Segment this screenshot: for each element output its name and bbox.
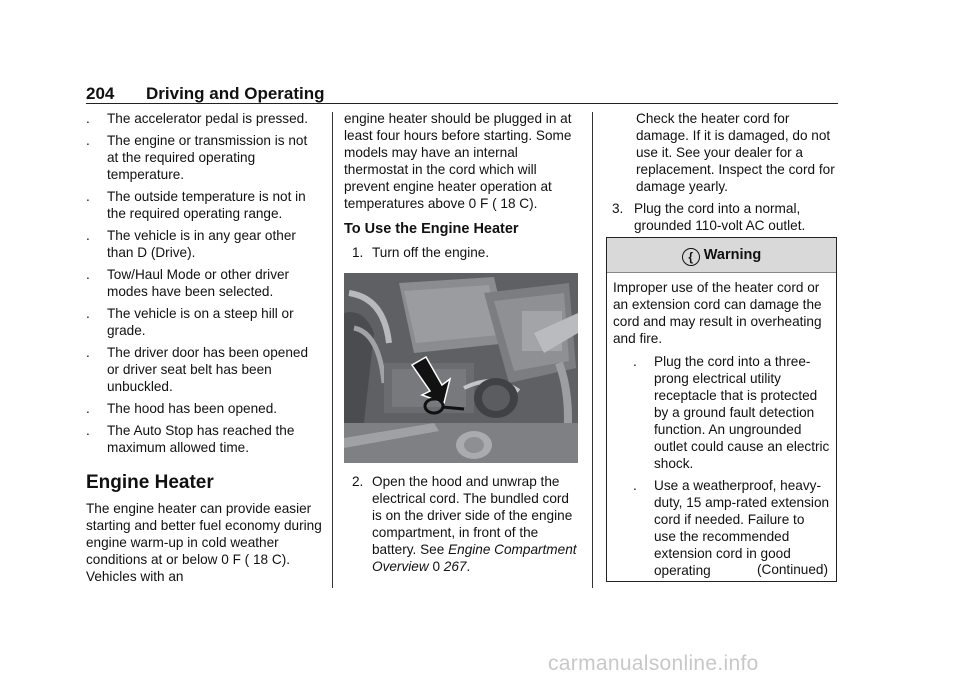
page-ref-number[interactable]: 267: [443, 559, 467, 574]
header-rule: [86, 103, 838, 104]
bullet-dot: .: [86, 345, 90, 360]
engine-compartment-illustration: [344, 273, 578, 463]
step-3: 3. Plug the cord into a normal, grounded 110-volt AC outlet.: [612, 201, 806, 233]
list-item: . The hood has been opened.: [86, 401, 278, 416]
engine-heater-paragraph-cont: engine heater should be plugged in at least four hours before starting. Some models may have an internal thermostat in the cord which will prevent engine heater operation at temperatures above 0 F ( 18 C).: [344, 111, 572, 211]
page-number: 204: [86, 84, 115, 103]
engine-heater-cord-figure: [344, 273, 578, 463]
bullet-dot: .: [86, 228, 90, 243]
bullet-dot: .: [86, 111, 90, 126]
list-item: . The Auto Stop has reached the maximum allowed time.: [86, 423, 295, 455]
bullet-dot: .: [86, 267, 90, 282]
continued-label: (Continued): [756, 562, 828, 577]
column-1: [86, 110, 322, 585]
warning-icon: {: [682, 248, 700, 266]
engine-heater-heading: Engine Heater: [86, 472, 214, 493]
section-title: Driving and Operating: [146, 84, 325, 103]
list-item: . The vehicle is on a steep hill or grade.: [86, 306, 294, 338]
warning-intro: Improper use of the heater cord or an extension cord can damage the cord and may result in overheating and fire.: [613, 280, 822, 346]
bullet-dot: .: [633, 354, 637, 369]
list-item: . Tow/Haul Mode or other driver modes have been selected.: [86, 267, 290, 299]
step-1: 1. Turn off the engine.: [352, 245, 490, 260]
use-engine-heater-heading: To Use the Engine Heater: [344, 221, 519, 237]
list-item: . Use a weatherproof, heavy-duty, 15 amp-rated extension cord if needed. Failure to use the recommended extension cord in good operating: [633, 478, 830, 578]
list-item: . The driver door has been opened or driver seat belt has been unbuckled.: [86, 345, 309, 394]
list-item: . The vehicle is in any gear other than D (Drive).: [86, 228, 296, 260]
engine-compartment-overview-link[interactable]: Engine Compartment Overview: [372, 542, 577, 574]
list-item: . The engine or transmission is not at the required operating temperature.: [86, 133, 308, 182]
list-item: . Plug the cord into a three-prong electrical utility receptacle that is protected by a ground fault detection function. An ungrounded outlet could cause an electric shock.: [633, 354, 830, 471]
bullet-dot: .: [86, 401, 90, 416]
bullet-dot: .: [633, 478, 637, 493]
watermark: carmanualsonline.info: [548, 652, 759, 675]
column-divider: [332, 112, 333, 588]
step-2-continued: Check the heater cord for damage. If it is damaged, do not use it. See your dealer for a replacement. Inspect the cord for damage yearly.: [636, 111, 835, 194]
bullet-dot: .: [86, 306, 90, 321]
step-2: 2. Open the hood and unwrap the electrical cord. The bundled cord is on the driver side of the engine compartment, in front of the battery. See Engine Compartment Overview 0 267.: [352, 474, 577, 574]
page-ref-arrow: 0: [432, 559, 440, 574]
column-3: [606, 110, 838, 239]
warning-header: [607, 238, 836, 273]
bullet-dot: .: [86, 133, 90, 148]
column-divider: [592, 112, 593, 588]
list-item: . The outside temperature is not in the required operating range.: [86, 189, 306, 221]
warning-body: [607, 273, 836, 579]
warning-title: Warning: [703, 247, 762, 263]
bullet-dot: .: [86, 423, 90, 438]
warning-box: [606, 237, 837, 582]
list-item: . The accelerator pedal is pressed.: [86, 111, 308, 126]
engine-heater-paragraph: The engine heater can provide easier starting and better fuel economy during engine warm-up in cold weather conditions at or below 0 F ( 18 C). Vehicles with an: [86, 501, 322, 584]
column-2: [344, 110, 580, 580]
bullet-dot: .: [86, 189, 90, 204]
